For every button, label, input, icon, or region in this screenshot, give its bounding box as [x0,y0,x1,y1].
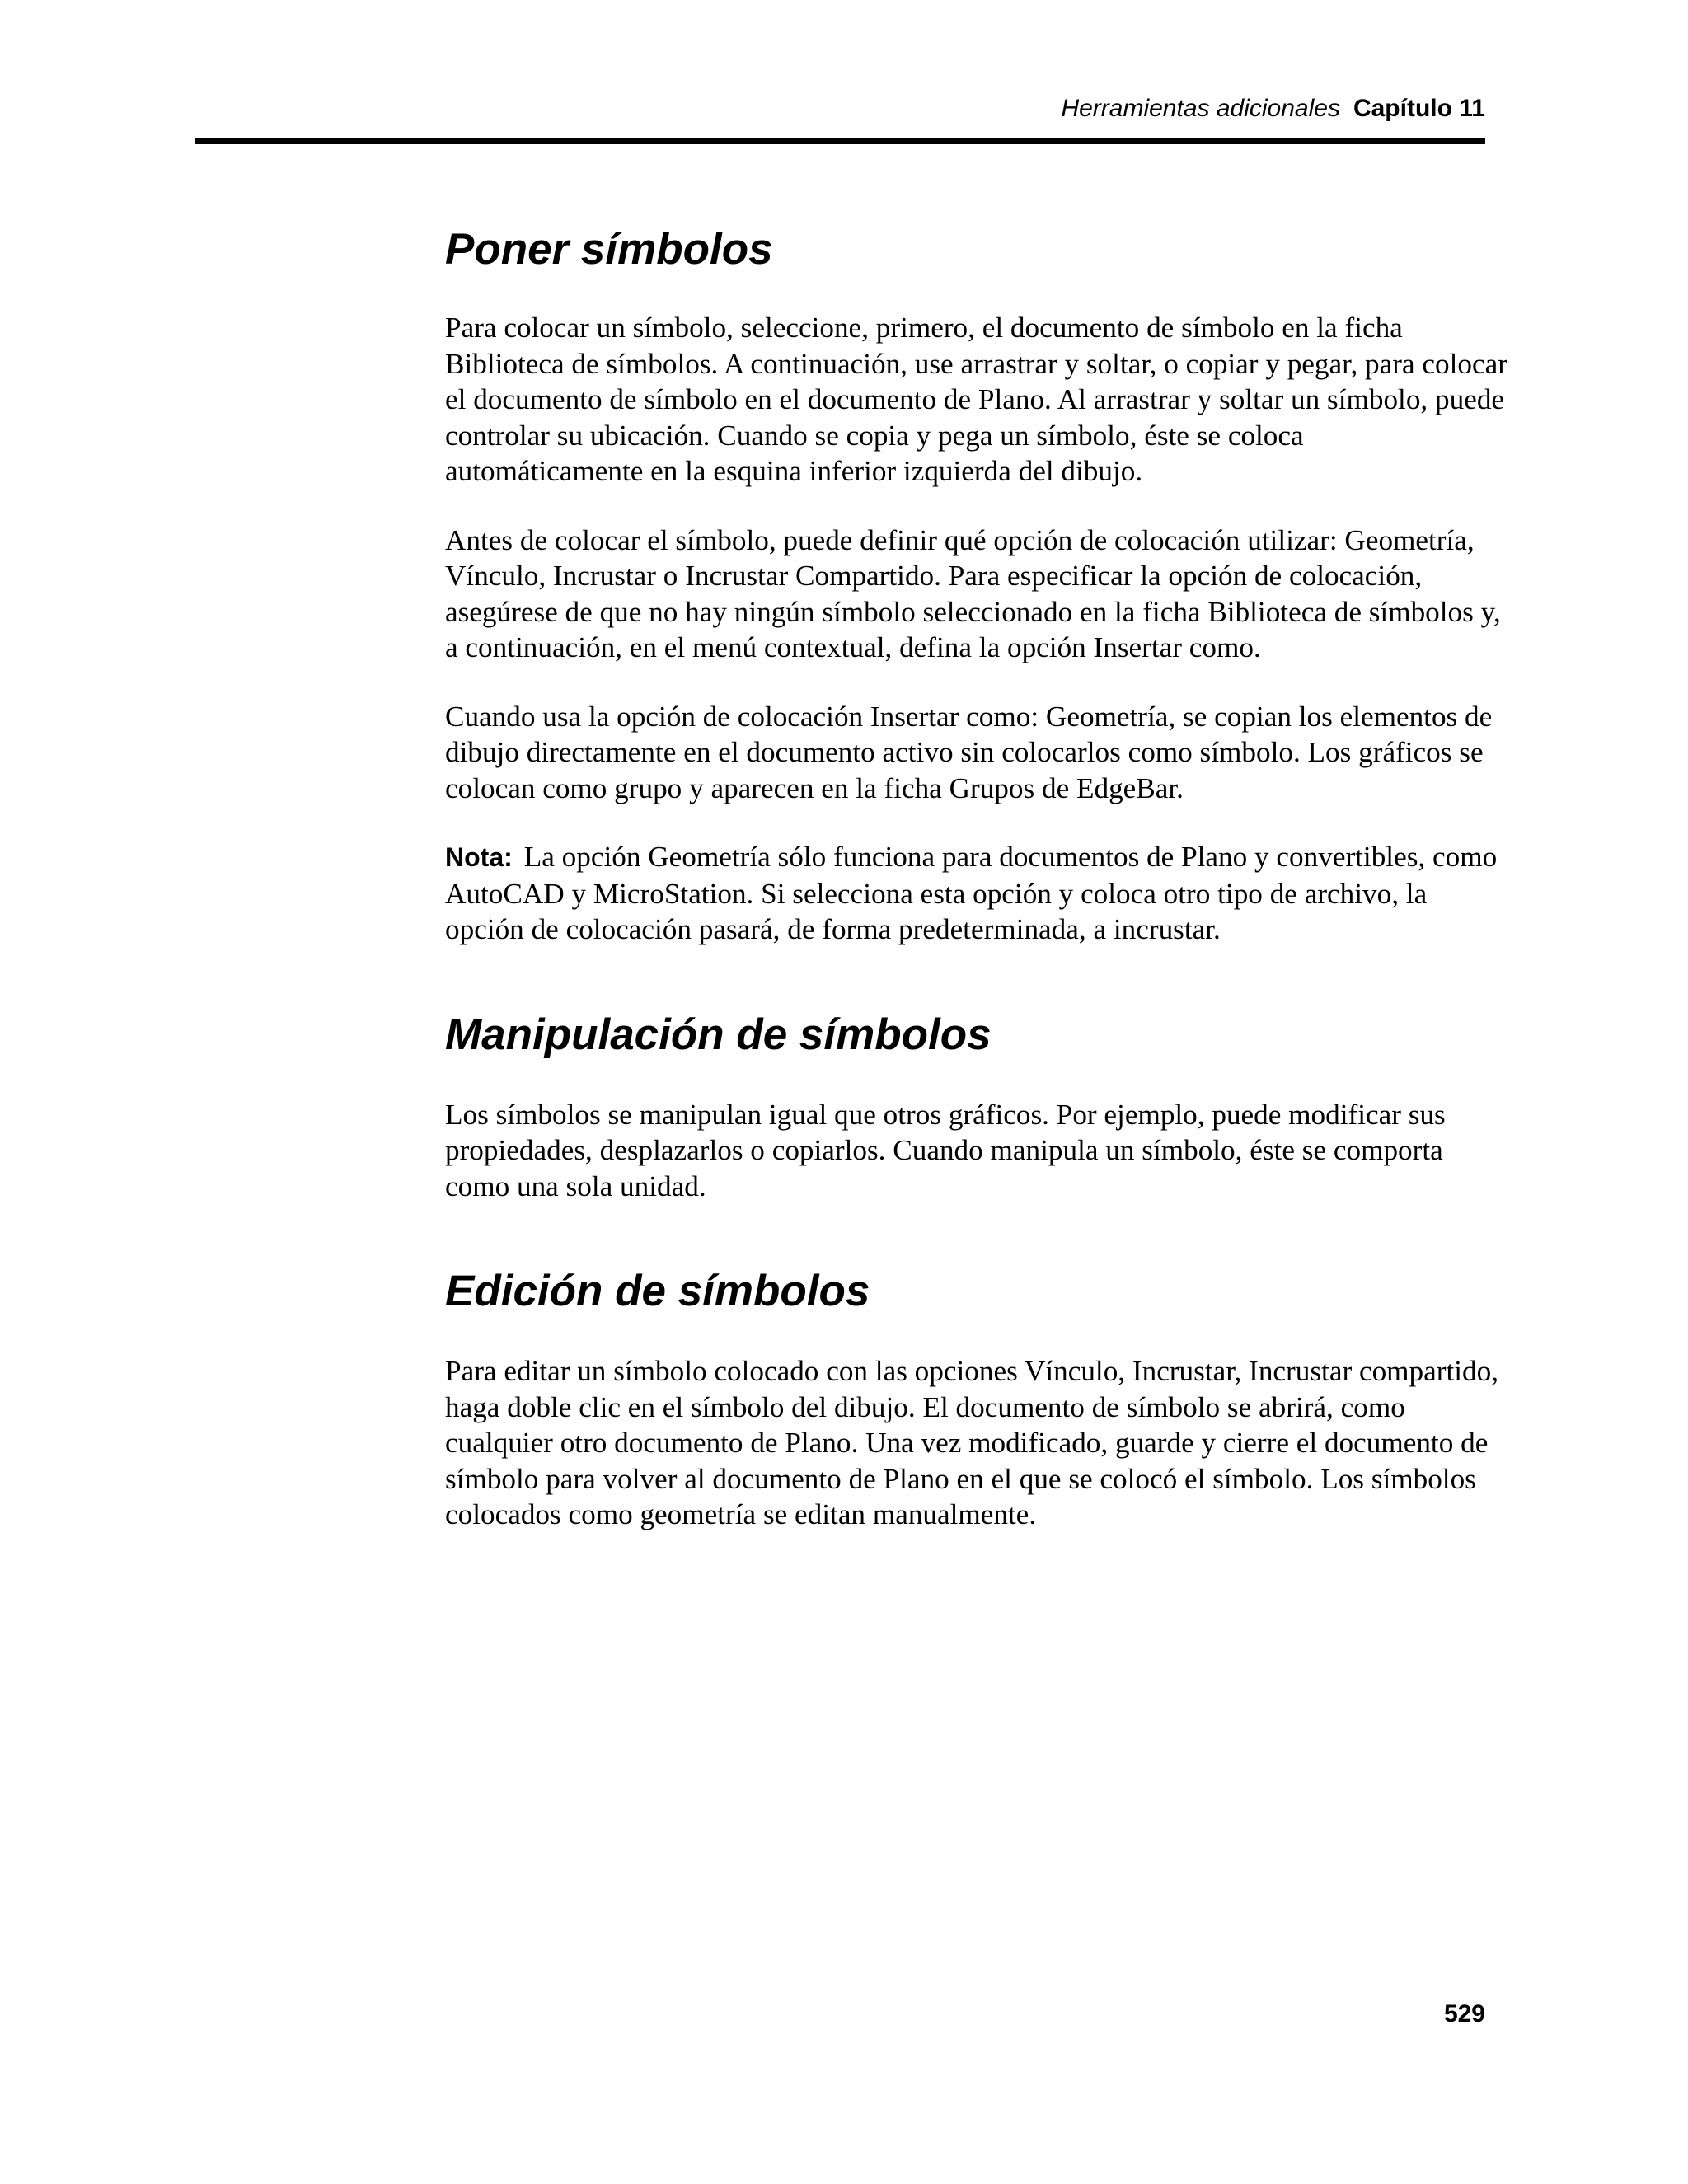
section-title-manipulacion: Manipulación de símbolos [445,1010,992,1059]
note-text: La opción Geometría sólo funciona para documentos de Plano y convertibles, como AutoCAD y MicroStation. Si selecciona esta opción y coloca otro tipo de archivo, la opción de colocación pasará, de forma predeterminada, a incrustar. [445,841,1498,945]
page-number: 529 [1443,2000,1485,2027]
paragraph: Los símbolos se manipulan igual que otros gráficos. Por ejemplo, puede modificar sus propiedades, desplazarlos o copiarlos. Cuando manipula un símbolo, éste se comporta como una sola unidad. [445,1098,1446,1202]
page-body [445,223,1508,1533]
running-header [195,92,1485,125]
paragraph: Cuando usa la opción de colocación Insertar como: Geometría, se copian los elementos de dibujo directamente en el documento activo sin colocarlos como símbolo. Los gráficos se colocan como grupo y aparecen en la ficha Grupos de EdgeBar. [445,700,1493,804]
section-title-edicion: Edición de símbolos [445,1267,870,1315]
paragraph: Para editar un símbolo colocado con las opciones Vínculo, Incrustar, Incrustar compartido, haga doble clic en el símbolo del dibujo. El documento de símbolo se abrirá, como cualquier otro documento de Plano. Una vez modificado, guarde y cierre el documento de símbolo para volver al documento de Plano en el que se colocó el símbolo. Los símbolos colocados como geometría se editan manualmente. [445,1355,1499,1530]
paragraph: Antes de colocar el símbolo, puede definir qué opción de colocación utilizar: Geometría, Vínculo, Incrustar o Incrustar Compartido. Para especificar la opción de colocación, asegúrese de que no hay ningún símbolo seleccionado en la ficha Biblioteca de símbolos y, a continuación, en el menú contextual, defina la opción Insertar como. [445,523,1501,663]
section-title-poner-simbolos: Poner símbolos [445,225,773,274]
paragraph: Para colocar un símbolo, seleccione, primero, el documento de símbolo en la ficha Biblioteca de símbolos. A continuación, use arrastrar y soltar, o copiar y pegar, para colocar el documento de símbolo en el documento de Plano. Al arrastrar y soltar un símbolo, puede controlar su ubicación. Cuando se copia y pega un símbolo, éste se coloca automáticamente en la esquina inferior izquierda del dibujo. [445,312,1507,487]
note-label: Nota: [445,842,513,872]
header-chapter: Capítulo 11 [1353,95,1485,122]
header-section-title: Herramientas adicionales [1061,95,1340,122]
header-rule [195,138,1485,144]
note [445,839,1508,948]
